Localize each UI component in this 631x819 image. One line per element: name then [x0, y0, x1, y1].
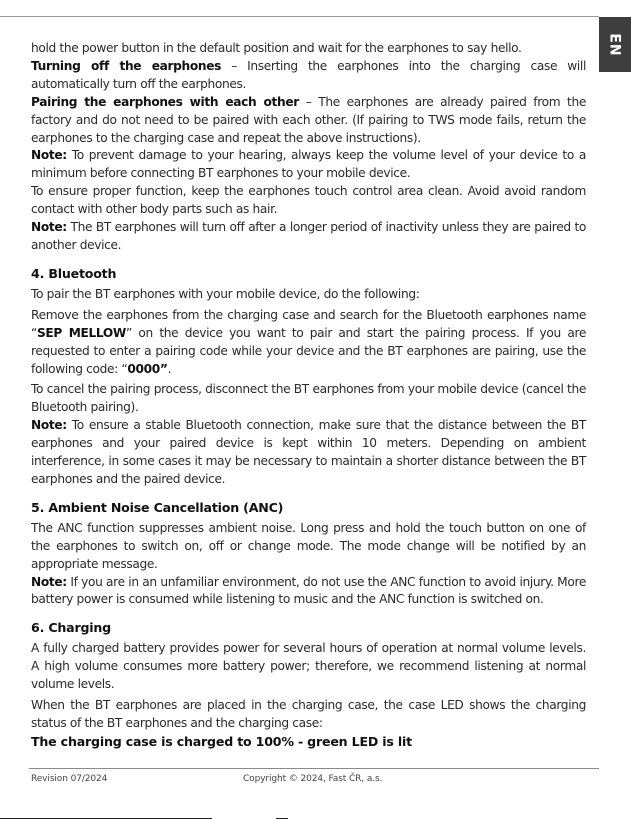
bluetooth-paragraph-2 — [31, 307, 586, 379]
bluetooth-heading: 4. Bluetooth — [31, 265, 117, 281]
bluetooth-p2-part-a: Remove the earphones from the charging case and search for the Bluetooth earphones name “ — [31, 307, 586, 340]
pairing-code: 0000” — [127, 361, 168, 376]
bluetooth-note-lead: Note: — [31, 418, 67, 433]
language-tab — [599, 17, 631, 72]
pairing-each-other-text: – The earphones are already paired from the factory and do not need to be paired with each other. (If pairing to TWS mode fails, return the earphones to the charging case and repeat the above instructions). — [31, 94, 586, 145]
intro-paragraph-1-text: hold the power button in the default position and wait for the earphones to say hello. — [31, 41, 522, 55]
intro-paragraph-2 — [31, 58, 586, 94]
anc-note-lead: Note: — [31, 574, 67, 589]
anc-note-text: If you are in an unfamiliar environment, do not use the ANC function to avoid injury. More battery power is consumed while listening to music and the ANC function is switched on. — [31, 574, 586, 607]
volume-note-text: To prevent damage to your hearing, always keep the volume level of your device to a minimum before connecting BT earphones to your mobile device. — [31, 148, 586, 181]
intro-paragraph-1 — [31, 40, 586, 58]
anc-paragraph-1: The ANC function suppresses ambient noise. Long press and hold the touch button on one of the earphones to switch on, off or change mode. The mode change will be notified by an appropriate message. — [31, 520, 586, 571]
anc-note — [31, 574, 586, 610]
language-tab-label: EN — [607, 32, 623, 57]
pairing-each-other-lead: Pairing the earphones with each other — [31, 94, 299, 109]
inactivity-note-lead: Note: — [31, 220, 67, 235]
copyright-label: Copyright © 2024, Fast ČR, a.s. — [243, 774, 383, 784]
bluetooth-note-text: To ensure a stable Bluetooth connection, make sure that the distance between the BT earphones and your paired device is kept within 10 meters. Depending on ambient interference, in some cases it may be necessary to maintain a shorter distance between the BT earphones and the paired device. — [31, 418, 586, 486]
manual-page-content — [31, 40, 586, 751]
volume-note-lead: Note: — [31, 148, 67, 163]
intro-paragraph-6 — [31, 219, 586, 255]
intro-paragraph-5 — [31, 183, 586, 219]
bluetooth-p2-part-b: ” on the device you want to pair and start the pairing process. If you are requested to enter a pairing code while your device and the BT earphones are pairing, use the following code: “ — [31, 325, 586, 376]
charging-heading: 6. Charging — [31, 620, 111, 636]
bluetooth-p2-part-c: . — [167, 361, 172, 376]
bluetooth-paragraph-1: To pair the BT earphones with your mobile device, do the following: — [31, 286, 420, 301]
charging-paragraph-2: When the BT earphones are placed in the charging case, the case LED shows the charging status of the BT earphones and the charging case: — [31, 698, 586, 730]
device-name: SEP MELLOW — [36, 325, 127, 340]
bluetooth-note — [31, 417, 586, 489]
intro-paragraph-4 — [31, 147, 586, 183]
revision-label: Revision 07/2024 — [31, 774, 108, 784]
intro-paragraph-3 — [31, 94, 586, 148]
touch-area-text: To ensure proper function, keep the earphones touch control area clean. Avoid avoid random contact with other body parts such as hair. — [31, 184, 586, 217]
anc-heading: 5. Ambient Noise Cancellation (ANC) — [31, 499, 284, 515]
inactivity-note-text: The BT earphones will turn off after a longer period of inactivity unless they are paired to another device. — [31, 220, 586, 252]
bluetooth-paragraph-3: To cancel the pairing process, disconnect the BT earphones from your mobile device (cancel the Bluetooth pairing). — [31, 382, 586, 415]
top-divider — [0, 16, 599, 17]
bottom-divider — [29, 768, 599, 769]
turning-off-lead: Turning off the earphones — [31, 58, 222, 73]
turning-off-text: – Inserting the earphones into the charging case will automatically turn off the earphones. — [31, 58, 586, 91]
charging-status-line: The charging case is charged to 100% - green LED is lit — [31, 733, 412, 749]
charging-paragraph-1: A fully charged battery provides power for several hours of operation at normal volume levels. A high volume consumes more battery power; therefore, we recommend listening at normal volume levels. — [31, 641, 586, 692]
